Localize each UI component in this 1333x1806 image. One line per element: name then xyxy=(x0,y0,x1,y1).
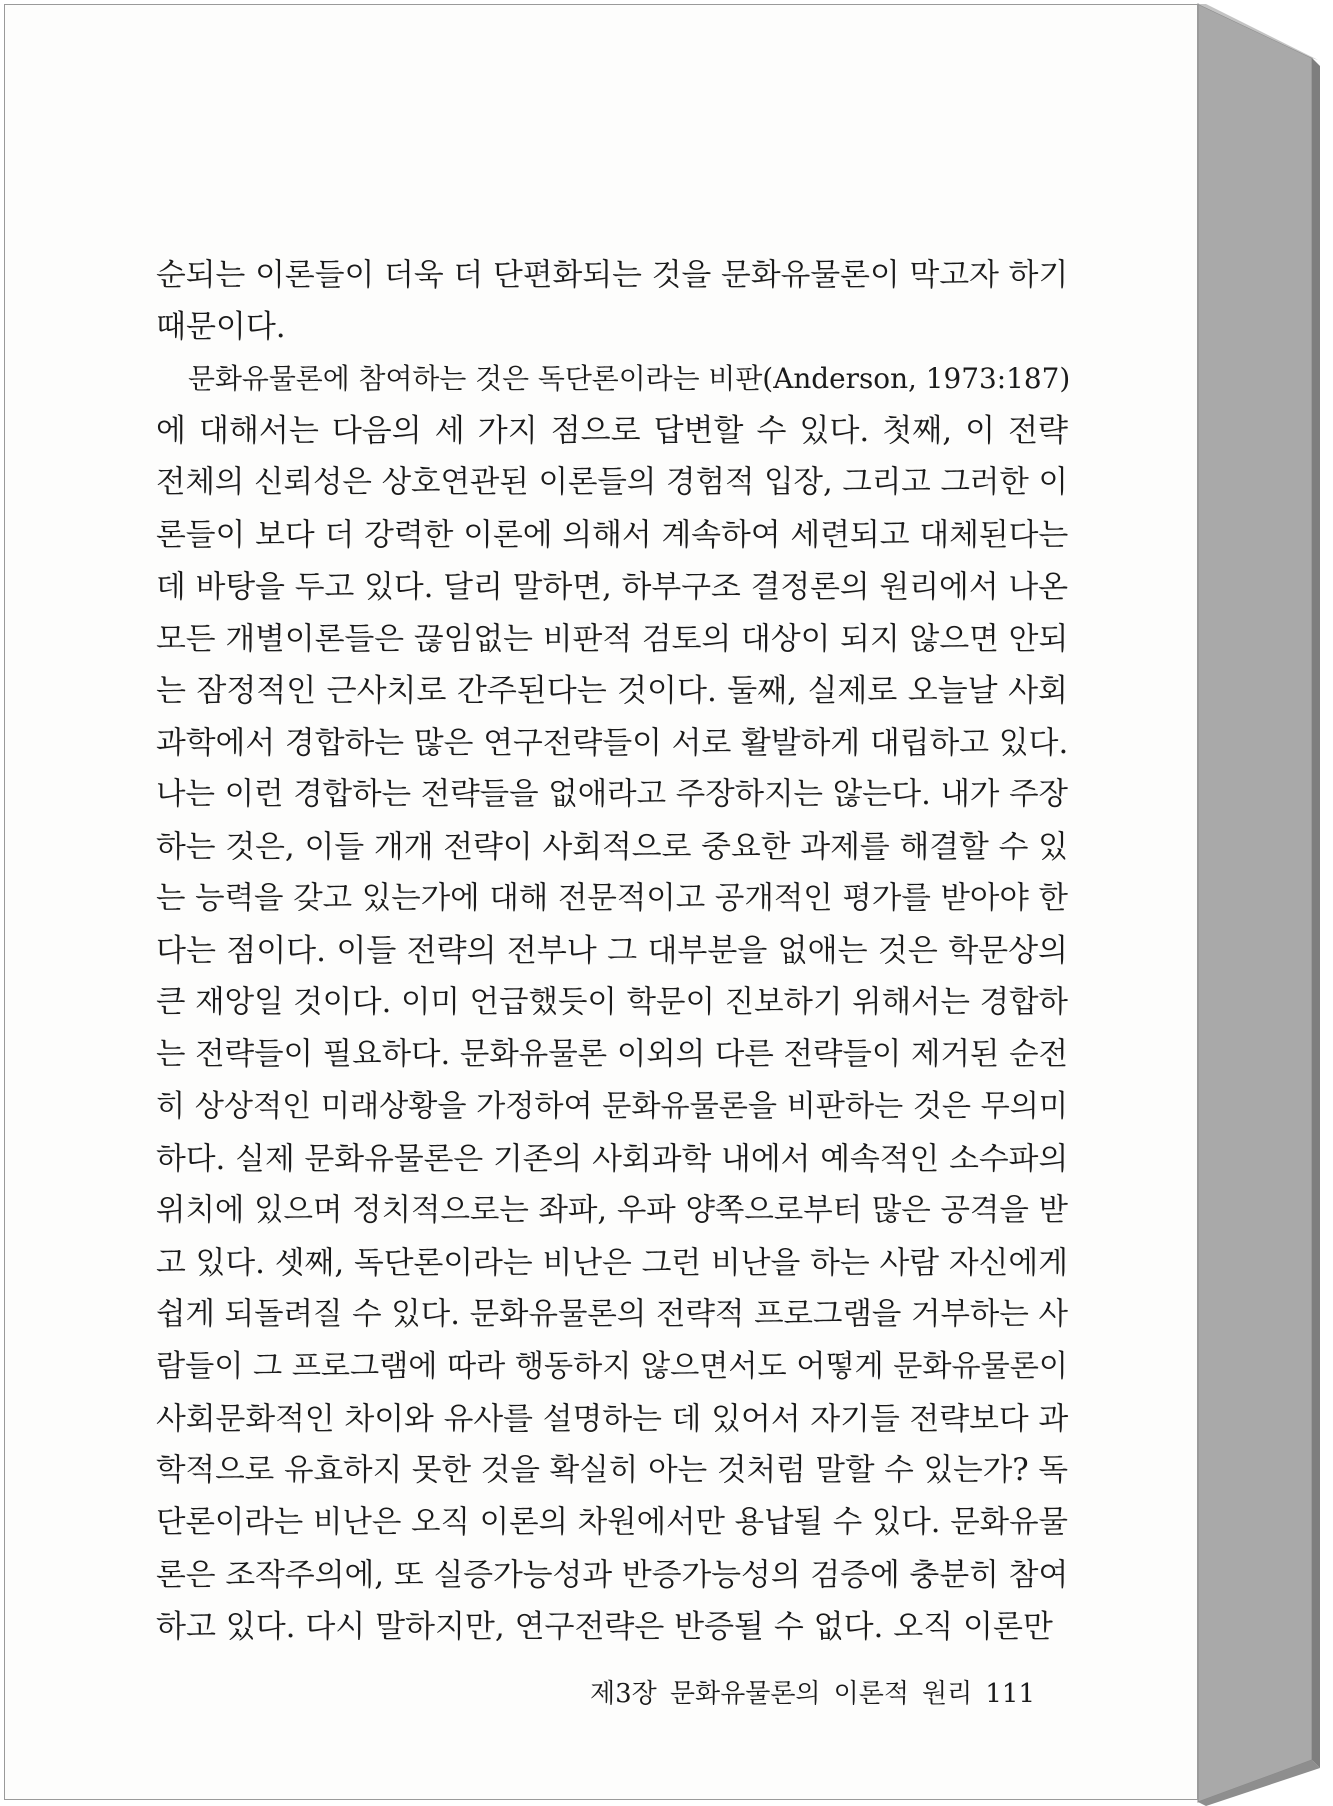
text-line: 위치에 있으며 정치적으로는 좌파, 우파 양쪽으로부터 많은 공격을 받 xyxy=(156,1193,1068,1228)
text-line: 다는 점이다. 이들 전략의 전부나 그 대부분을 없애는 것은 학문상의 xyxy=(156,933,1068,969)
text-line: 는 잠정적인 근사치로 간주된다는 것이다. 둘째, 실제로 오늘날 사회 xyxy=(156,673,1068,709)
text-line: 는 능력을 갖고 있는가에 대해 전문적이고 공개적인 평가를 받아야 한 xyxy=(156,881,1068,916)
text-line: 론들이 보다 더 강력한 이론에 의해서 계속하여 세련되고 대체된다는 xyxy=(156,517,1069,553)
text-line: 데 바탕을 두고 있다. 달리 말하면, 하부구조 결정론의 원리에서 나온 xyxy=(156,569,1068,605)
text-line: 문화유물론에 참여하는 것은 독단론이라는 비판(Anderson, 1973:187) xyxy=(188,362,1071,395)
text-line: 론은 조작주의에, 또 실증가능성과 반증가능성의 검증에 충분히 참여 xyxy=(156,1557,1069,1593)
text-line: 모든 개별이론들은 끊임없는 비판적 검토의 대상이 되지 않으면 안되 xyxy=(156,621,1069,657)
text-line: 단론이라는 비난은 오직 이론의 차원에서만 용납될 수 있다. 문화유물 xyxy=(156,1505,1068,1540)
text-line: 하는 것은, 이들 개개 전략이 사회적으로 중요한 과제를 해결할 수 있 xyxy=(156,829,1068,865)
text-line: 에 대해서는 다음의 세 가지 점으로 답변할 수 있다. 첫째, 이 전략 xyxy=(156,413,1068,449)
text-line: 전체의 신뢰성은 상호연관된 이론들의 경험적 입장, 그리고 그러한 이 xyxy=(156,465,1068,500)
text-line: 하다. 실제 문화유물론은 기존의 사회과학 내에서 예속적인 소수파의 xyxy=(156,1141,1069,1177)
text-line: 큰 재앙일 것이다. 이미 언급했듯이 학문이 진보하기 위해서는 경합하 xyxy=(156,985,1068,1020)
text-line: 나는 이런 경합하는 전략들을 없애라고 주장하지는 않는다. 내가 주장 xyxy=(156,777,1068,812)
text-line: 는 전략들이 필요하다. 문화유물론 이외의 다른 전략들이 제거된 순전 xyxy=(156,1037,1068,1072)
text-line: 순되는 이론들이 더욱 더 단편화되는 것을 문화유물론이 막고자 하기 xyxy=(156,257,1069,293)
text-line: 사회문화적인 차이와 유사를 설명하는 데 있어서 자기들 전략보다 과 xyxy=(156,1401,1069,1437)
text-line: 과학에서 경합하는 많은 연구전략들이 서로 활발하게 대립하고 있다. xyxy=(156,725,1069,761)
body-text xyxy=(156,249,1071,1653)
text-line: 때문이다. xyxy=(156,309,286,345)
running-footer: 제3장 문화유물론의 이론적 원리 111 xyxy=(590,1679,1035,1709)
book-page xyxy=(4,4,1198,1800)
text-line: 하고 있다. 다시 말하지만, 연구전략은 반증될 수 없다. 오직 이론만 xyxy=(156,1609,1053,1645)
text-line: 히 상상적인 미래상황을 가정하여 문화유물론을 비판하는 것은 무의미 xyxy=(156,1089,1068,1124)
text-line: 람들이 그 프로그램에 따라 행동하지 않으면서도 어떻게 문화유물론이 xyxy=(156,1349,1068,1384)
text-line: 고 있다. 셋째, 독단론이라는 비난은 그런 비난을 하는 사람 자신에게 xyxy=(156,1245,1068,1281)
text-line: 쉽게 되돌려질 수 있다. 문화유물론의 전략적 프로그램을 거부하는 사 xyxy=(156,1297,1068,1332)
text-line: 학적으로 유효하지 못한 것을 확실히 아는 것처럼 말할 수 있는가? 독 xyxy=(156,1453,1068,1488)
